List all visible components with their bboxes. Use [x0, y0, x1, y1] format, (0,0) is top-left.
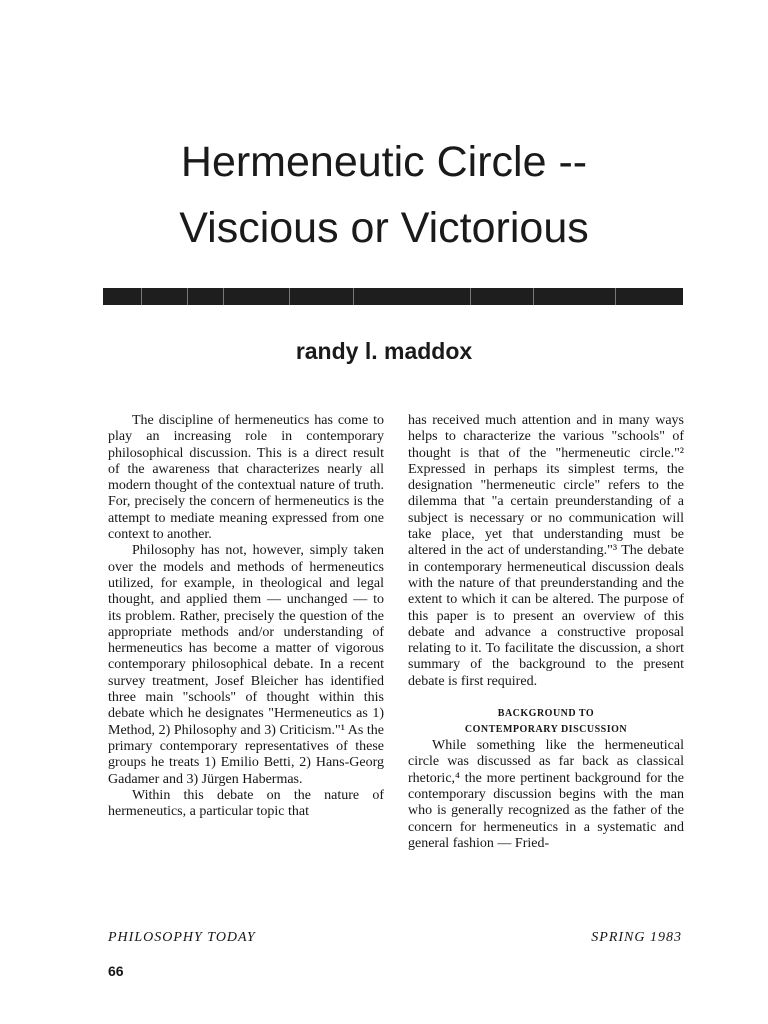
author-name: randy l. maddox [295, 338, 473, 364]
page-number: 66 [108, 963, 124, 979]
left-column [108, 413, 384, 820]
paragraph: Philosophy has not, however, simply taken over the models and methods of hermeneutics utilized, for example, in theological and legal thought, and applied them — unchanged — to its problem. Rather, precisely the question of the appropriate methods and/or understanding of hermeneutics has become a matter of vigorous contemporary philosophical debate. In a recent survey treatment, Josef Bleicher has identified three main "schools" of thought within this debate which he designates "Hermeneutics as 1) Method, 2) Philosophy and 3) Criticism."¹ As the primary contemporary representatives of these groups he treats 1) Emilio Betti, 2) Hans-Georg Gadamer and 3) Jürgen Habermas. [108, 543, 384, 787]
article-title-line1: Hermeneutic Circle -- [180, 138, 588, 186]
paragraph: While something like the hermeneutical circle was discussed as far back as classical rhetoric,⁴ the more pertinent background for the contemporary discussion begins with the man who is generally recognized as the father of the concern for hermeneutics in a systematic and general fashion — Fried- [408, 738, 684, 851]
paragraph: The discipline of hermeneutics has come to play an increasing role in contemporary philosophical discussion. This is a direct result of the awareness that characterizes nearly all modern thought of the contextual nature of truth. For, precisely the concern of hermeneutics is the attempt to mediate meaning expressed from one context to another. [108, 413, 384, 543]
journal-name: PHILOSOPHY TODAY [108, 930, 256, 945]
paragraph: has received much attention and in many ways helps to characterize the various "schools" of thought is that of the "hermeneutic circle."² Expressed in perhaps its simplest terms, the designation "hermeneutic circle" refers to the dilemma that "a certain preunderstanding of a subject is necessary or no communication will take place, yet that understanding must be altered in the act of understanding."³ The debate in contemporary hermeneutical discussion deals with the nature of that preunderstanding and the extent to which it can be altered. The purpose of this paper is to present an overview of this debate and advance a constructive proposal relating to it. To facilitate the discussion, a short summary of the background to the present debate is first required. [408, 413, 684, 689]
issue-date: SPRING 1983 [591, 930, 682, 945]
section-heading-line1: BACKGROUND TO [497, 708, 595, 720]
title-divider-bar [103, 288, 683, 305]
article-title-line2: Viscious or Victorious [179, 204, 589, 252]
section-heading-line2: CONTEMPORARY DISCUSSION [464, 724, 628, 736]
right-column [408, 413, 684, 852]
paragraph: Within this debate on the nature of hermeneutics, a particular topic that [108, 787, 384, 820]
